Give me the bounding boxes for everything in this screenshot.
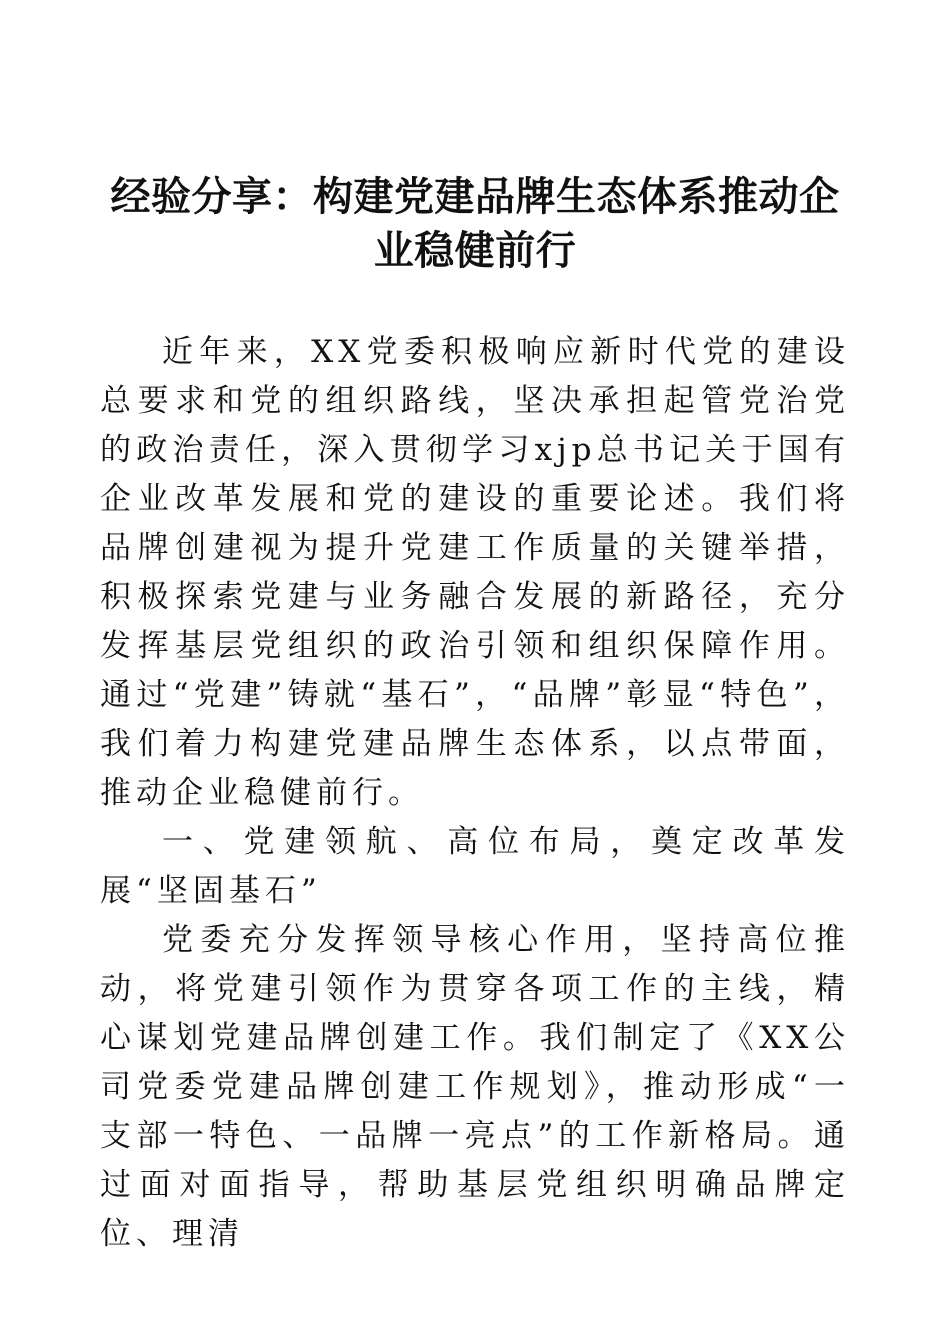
- intro-paragraph: 近年来，XX党委积极响应新时代党的建设总要求和党的组织路线，坚决承担起管党治党的政治责任，深入贯彻学习xjp总书记关于国有企业改革发展和党的建设的重要论述。我们将品牌创建视为提升党建工作质量的关键举措，积极探索党建与业务融合发展的新路径，充分发挥基层党组织的政治引领和组织保障作用。通过“党建”铸就“基石”，“品牌”彰显“特色”，我们着力构建党建品牌生态体系，以点带面，推动企业稳健前行。: [100, 334, 850, 811]
- document-title: 经验分享：构建党建品牌生态体系推动企业稳健前行: [110, 173, 840, 274]
- section-heading-1: 一、党建领航、高位布局，奠定改革发展“坚固基石”: [100, 824, 850, 909]
- section-1-paragraph: 党委充分发挥领导核心作用，坚持高位推动，将党建引领作为贯穿各项工作的主线，精心谋划党建品牌创建工作。我们制定了《XX公司党委党建品牌创建工作规划》，推动形成“一支部一特色、一品牌一亮点”的工作新格局。通过面对面指导，帮助基层党组织明确品牌定位、理清: [100, 922, 850, 1252]
- document-page: [100, 0, 850, 1344]
- document-body: [100, 328, 850, 1259]
